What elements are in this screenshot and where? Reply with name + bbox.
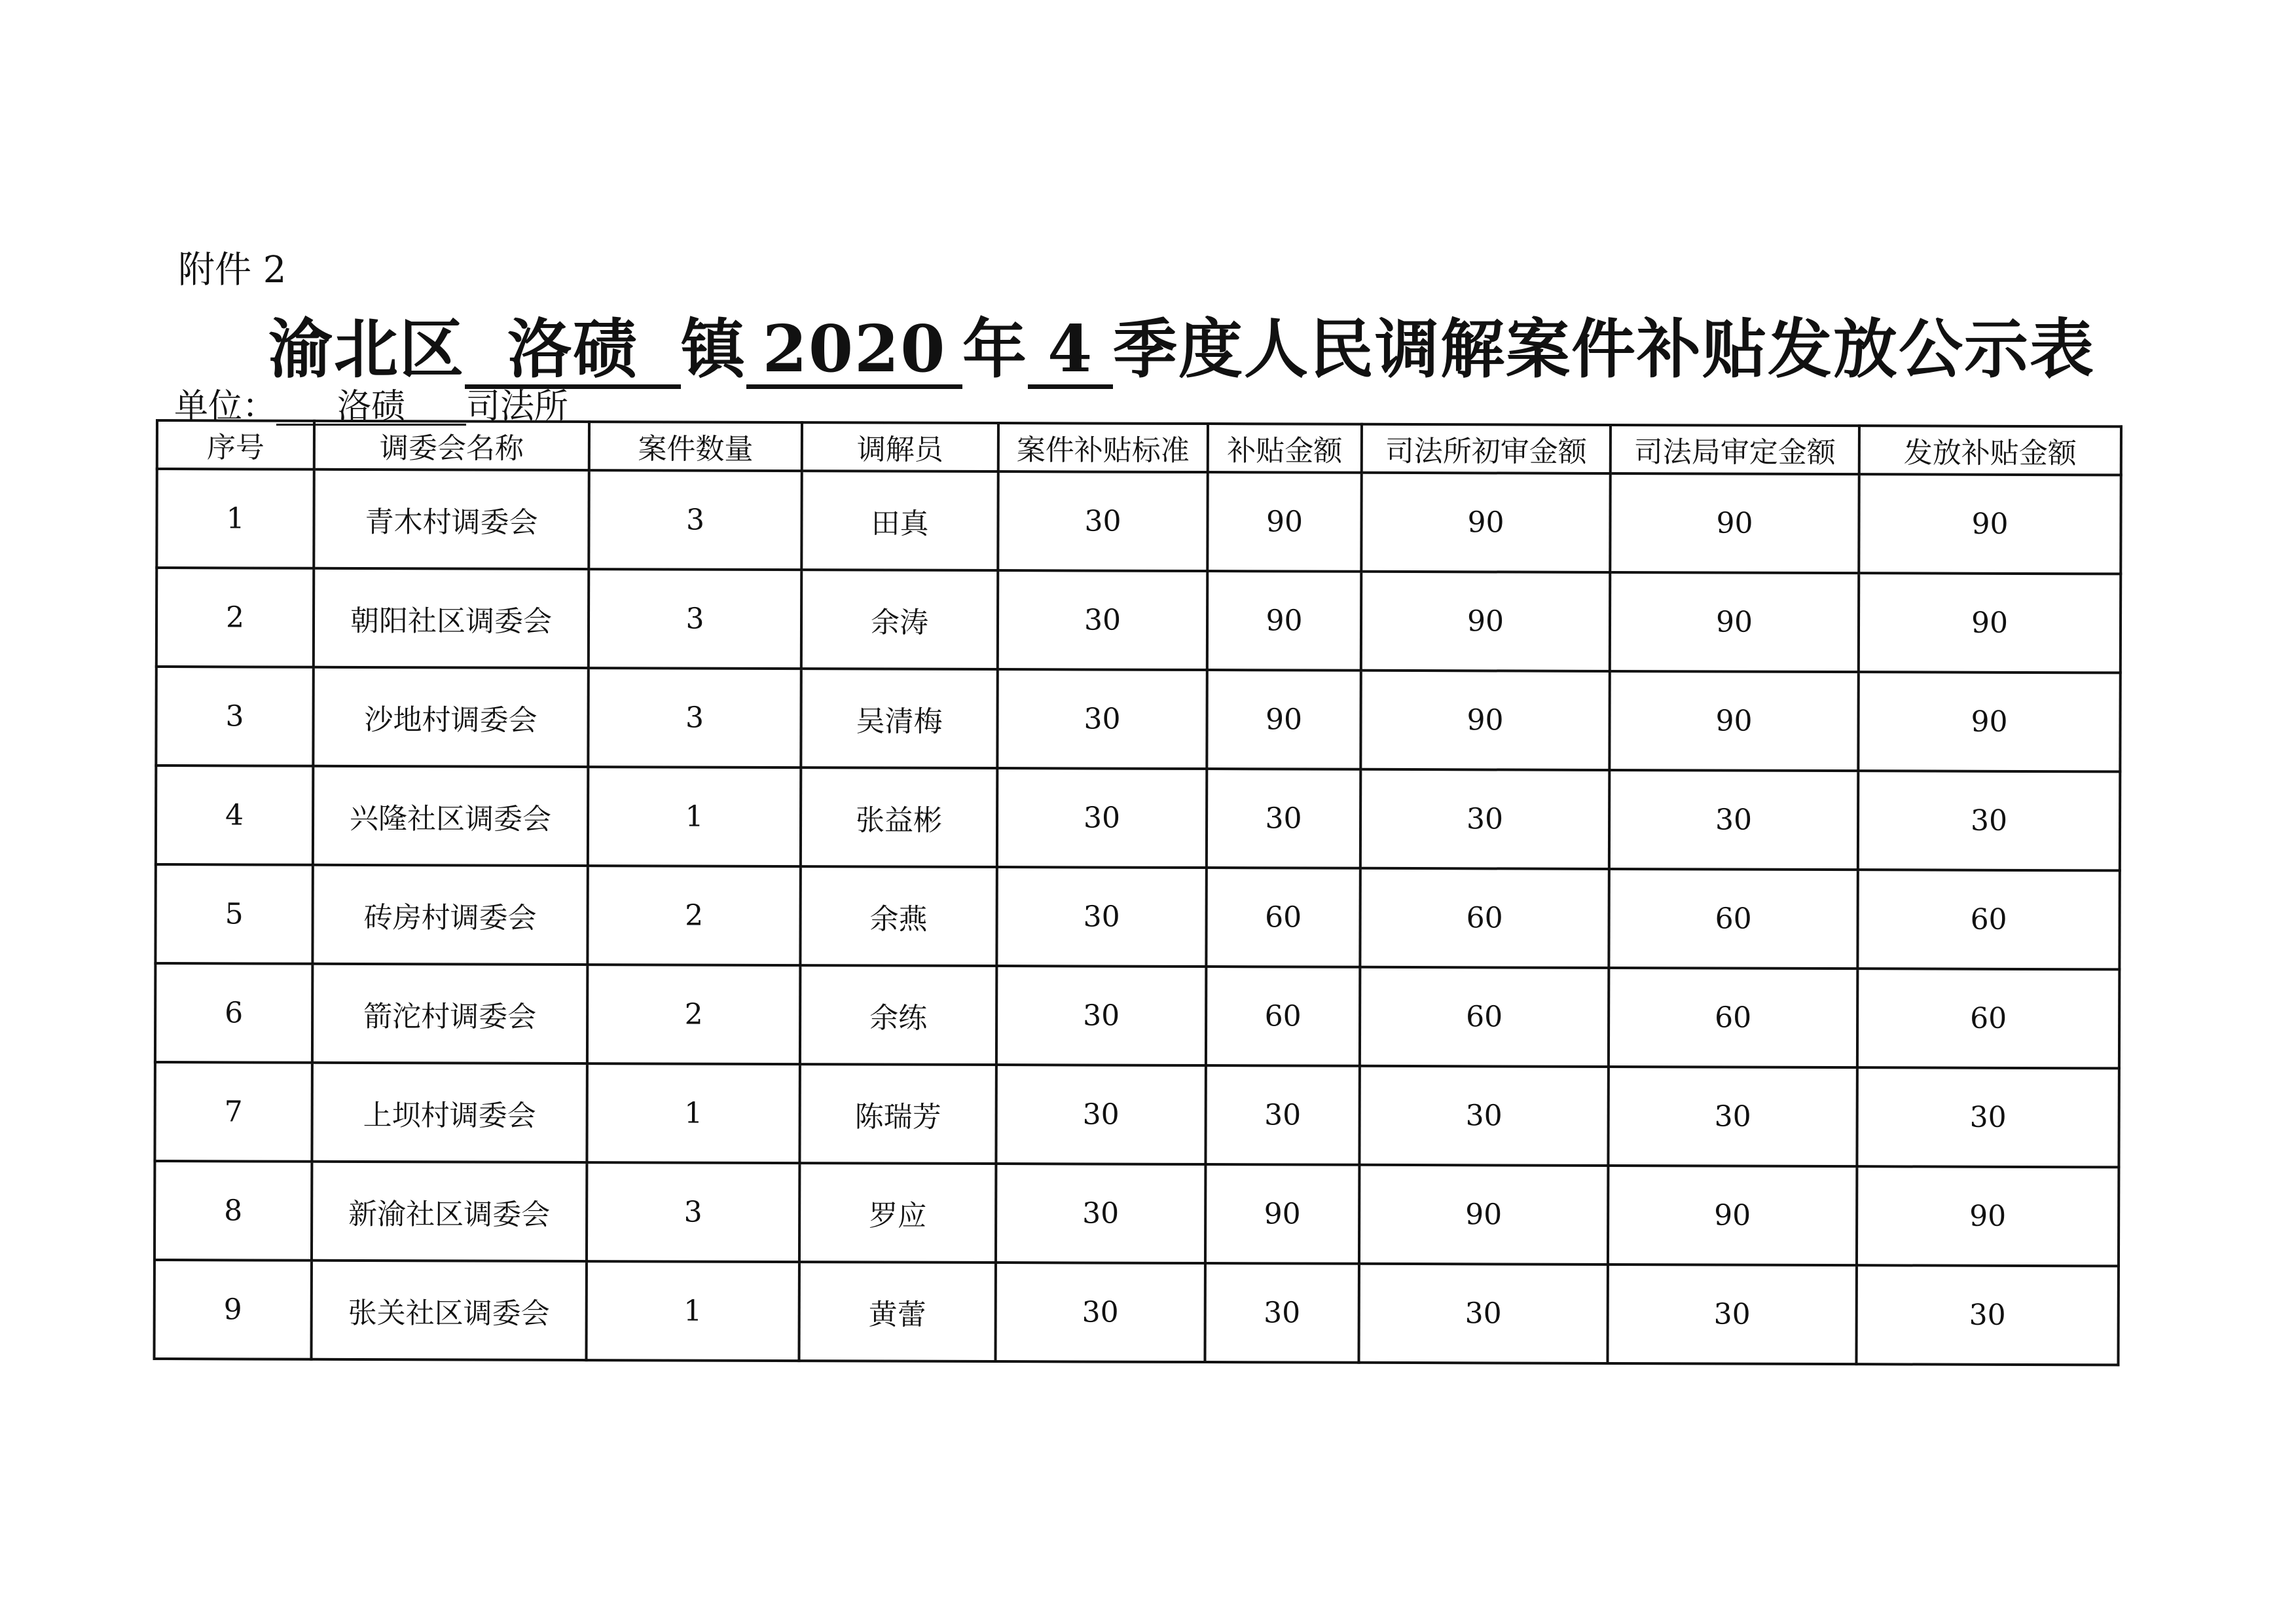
table-cell: 30 bbox=[1858, 771, 2120, 870]
title-town-suffix: 镇 bbox=[681, 312, 747, 387]
table-cell: 2 bbox=[587, 866, 800, 965]
table-cell: 30 bbox=[996, 1065, 1205, 1164]
table-cell: 60 bbox=[1609, 869, 1857, 969]
table-cell: 60 bbox=[1609, 968, 1857, 1067]
table-cell: 2 bbox=[587, 965, 800, 1064]
table-cell: 60 bbox=[1206, 868, 1360, 967]
title-year-field: 2020 bbox=[746, 318, 962, 389]
table-row bbox=[156, 568, 2121, 673]
table-cell: 90 bbox=[1207, 571, 1361, 671]
subsidy-table bbox=[153, 419, 2122, 1366]
table-cell: 朝阳社区调委会 bbox=[314, 568, 589, 668]
header-cell: 案件数量 bbox=[589, 422, 802, 471]
table-cell: 90 bbox=[1857, 1166, 2119, 1266]
table-cell: 90 bbox=[1360, 671, 1609, 770]
table-cell: 兴隆社区调委会 bbox=[313, 766, 588, 866]
table-cell: 1 bbox=[586, 1261, 799, 1361]
table-cell: 青木村调委会 bbox=[314, 470, 589, 569]
table-cell: 30 bbox=[998, 570, 1207, 670]
table-cell: 砖房村调委会 bbox=[312, 865, 587, 965]
table-cell: 30 bbox=[995, 1263, 1205, 1362]
table-cell: 5 bbox=[155, 864, 312, 964]
table-cell: 1 bbox=[156, 469, 314, 568]
table-cell: 30 bbox=[997, 669, 1207, 769]
table-cell: 30 bbox=[1207, 769, 1360, 868]
table-row bbox=[156, 469, 2121, 574]
table-cell: 30 bbox=[996, 867, 1206, 967]
table-cell: 3 bbox=[589, 569, 801, 669]
title-quarter-field: 4 bbox=[1028, 318, 1113, 389]
table-row bbox=[156, 667, 2120, 771]
table-cell: 8 bbox=[155, 1161, 312, 1261]
table-cell: 张益彬 bbox=[801, 767, 997, 867]
table-cell: 30 bbox=[1359, 1066, 1608, 1166]
unit-suffix: 司法所 bbox=[466, 387, 569, 426]
table-cell: 30 bbox=[1857, 1067, 2119, 1167]
title-rest: 季度人民调解案件补贴发放公示表 bbox=[1113, 312, 2096, 387]
table-cell: 30 bbox=[996, 1164, 1205, 1263]
header-cell: 发放补贴金额 bbox=[1859, 426, 2121, 475]
table-cell: 90 bbox=[1859, 573, 2121, 673]
table-cell: 90 bbox=[1858, 672, 2120, 771]
table-row bbox=[155, 1062, 2119, 1167]
table-cell: 90 bbox=[1359, 1165, 1608, 1264]
table-cell: 6 bbox=[155, 963, 312, 1063]
table-cell: 30 bbox=[1607, 1264, 1856, 1364]
header-cell: 调委会名称 bbox=[314, 421, 589, 470]
table-cell: 9 bbox=[154, 1260, 311, 1359]
table-row bbox=[154, 1260, 2118, 1365]
header-cell: 补贴金额 bbox=[1208, 424, 1362, 473]
header-cell: 司法局审定金额 bbox=[1611, 425, 1859, 474]
table-cell: 60 bbox=[1857, 870, 2119, 969]
table-cell: 90 bbox=[1608, 1166, 1857, 1265]
table-cell: 90 bbox=[1610, 572, 1859, 672]
table-cell: 张关社区调委会 bbox=[311, 1261, 586, 1360]
table-cell: 90 bbox=[1361, 572, 1610, 671]
table-cell: 陈瑞芳 bbox=[799, 1064, 996, 1164]
table-cell: 余燕 bbox=[800, 866, 996, 966]
table-cell: 30 bbox=[1360, 769, 1609, 869]
table-cell: 7 bbox=[155, 1062, 312, 1162]
table-cell: 4 bbox=[156, 766, 313, 865]
table-cell: 上坝村调委会 bbox=[312, 1063, 587, 1162]
table-cell: 30 bbox=[1358, 1264, 1607, 1363]
table-cell: 30 bbox=[1205, 1065, 1359, 1165]
table-cell: 90 bbox=[1361, 473, 1610, 572]
attachment-label: 附件 2 bbox=[178, 249, 287, 291]
table-cell: 90 bbox=[1610, 473, 1859, 573]
header-cell: 序号 bbox=[157, 420, 314, 470]
table-row bbox=[155, 963, 2119, 1068]
table-cell: 罗应 bbox=[799, 1163, 996, 1263]
table-cell: 余练 bbox=[800, 965, 996, 1065]
header-cell: 案件补贴标准 bbox=[998, 423, 1208, 472]
table-cell: 30 bbox=[1608, 1067, 1857, 1166]
title-year-suffix: 年 bbox=[962, 312, 1029, 387]
table-cell: 30 bbox=[1609, 770, 1858, 870]
table-cell: 吴清梅 bbox=[801, 669, 997, 768]
table-cell: 60 bbox=[1360, 868, 1609, 968]
table-cell: 黄蕾 bbox=[799, 1262, 995, 1361]
unit-label: 单位： bbox=[174, 387, 277, 426]
table-cell: 90 bbox=[1207, 472, 1361, 572]
table-cell: 1 bbox=[588, 767, 801, 866]
table-cell: 60 bbox=[1360, 967, 1609, 1067]
table-header-row bbox=[157, 420, 2121, 475]
table-cell: 60 bbox=[1206, 967, 1360, 1066]
title-town-field: 洛碛 bbox=[465, 318, 681, 389]
unit-name-field: 洛碛 bbox=[276, 390, 466, 426]
table-cell: 3 bbox=[588, 668, 801, 767]
table-cell: 余涛 bbox=[801, 570, 998, 669]
document-title bbox=[268, 298, 2096, 390]
table-cell: 90 bbox=[1609, 671, 1858, 771]
header-cell: 调解员 bbox=[802, 422, 998, 471]
table-cell: 90 bbox=[1207, 670, 1360, 769]
table-cell: 1 bbox=[587, 1063, 799, 1163]
table-row bbox=[156, 766, 2120, 870]
table-cell: 沙地村调委会 bbox=[313, 667, 588, 767]
table-cell: 90 bbox=[1859, 474, 2121, 574]
table-row bbox=[155, 1161, 2119, 1266]
table-row bbox=[155, 864, 2119, 969]
table-cell: 30 bbox=[998, 471, 1207, 571]
table-cell: 3 bbox=[589, 470, 801, 570]
table-cell: 30 bbox=[996, 966, 1206, 1065]
table-cell: 田真 bbox=[801, 471, 998, 570]
table-cell: 3 bbox=[156, 667, 313, 766]
table-cell: 30 bbox=[1205, 1263, 1358, 1363]
table-cell: 30 bbox=[1856, 1265, 2118, 1365]
table-cell: 3 bbox=[587, 1162, 799, 1262]
table-cell: 60 bbox=[1857, 969, 2119, 1068]
table-cell: 箭沱村调委会 bbox=[312, 964, 587, 1063]
table-cell: 新渝社区调委会 bbox=[312, 1162, 587, 1261]
table-cell: 30 bbox=[997, 768, 1207, 868]
title-district: 渝北区 bbox=[268, 312, 465, 387]
header-cell: 司法所初审金额 bbox=[1362, 424, 1611, 473]
table-cell: 90 bbox=[1205, 1164, 1359, 1264]
table-cell: 2 bbox=[156, 568, 314, 667]
